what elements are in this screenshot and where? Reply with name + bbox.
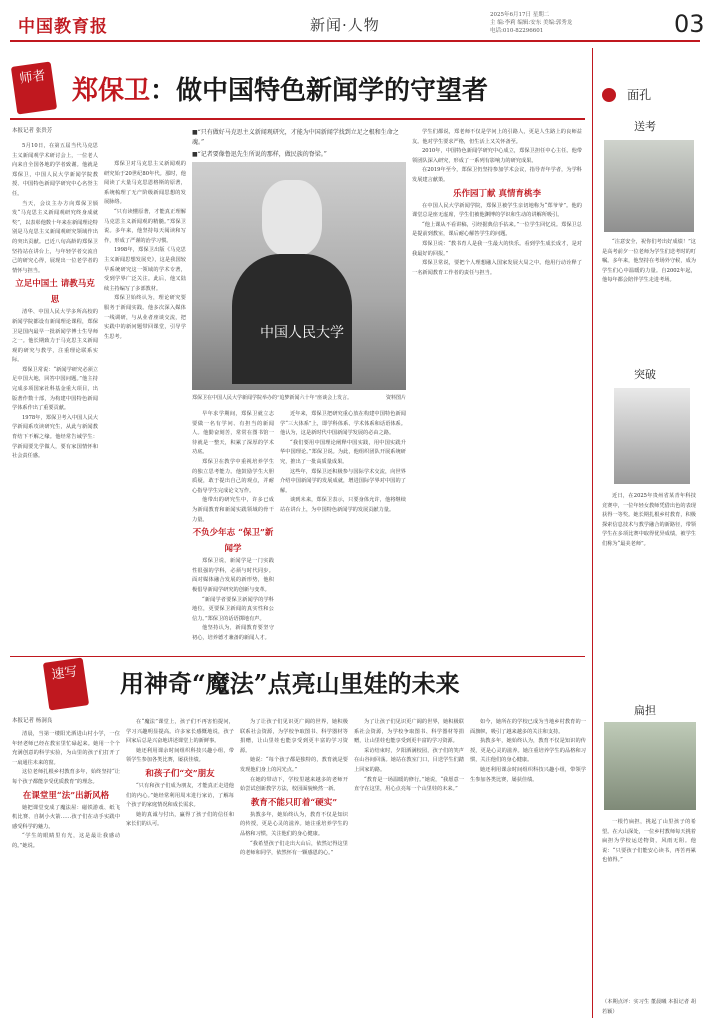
paragraph: “注意安全，祝你们考出好成绩！”这是高考前夕一位老师为学生们送考时的叮嘱。多年来，他坚持在考场外守候，成为学生们心中温暖的力量。自2002年起，他每年都会陪伴学生走进考场。: [602, 239, 696, 284]
paragraph: 2010年，中国特色新闻学研究中心成立，郑保卫担任中心主任。他带领团队深入研究，形成了一系列有影响力的研究成果。: [412, 148, 582, 164]
story1-col2: [104, 160, 186, 650]
story2-subhead-1: 在课堂里“法”出新风格: [22, 790, 110, 801]
paragraph: 早年求学期间，郑保卫就立志要做一名有学问、有担当的新闻人。他勤奋刻苦，常常在图书馆一待就是一整天，积累了深厚的学术功底。: [192, 411, 274, 456]
paragraph: “学生的眼睛里有光，这是最让我感动的。”她说。: [12, 833, 120, 849]
paragraph: 郑保卫说，新闻学是一门实践性很强的学科，必须与时代同步。面对媒体融合发展的新形势，他积极倡导新闻学研究的创新与变革。: [192, 558, 274, 593]
paragraph: 她把课堂变成了魔法屋：磁铁游戏、纸飞机比赛、自制小火箭……孩子们在动手实践中感受科学的魅力。: [12, 804, 120, 830]
subhead-3: 乐作园丁献 真情育桃李: [453, 188, 541, 199]
paragraph: 执教多年，她始终认为，教育不仅是知识的传授，更是心灵的滋养。她注重培养学生的品格和习惯，关注他们的身心健康。: [240, 811, 348, 837]
story1-photo: [192, 162, 406, 390]
paragraph: 近日，在2025年贵州省某青年科技竞赛中，一位年轻女教师凭借出色的表现获得一等奖。她长期扎根乡村教育，积极探索信息技术与教学融合的新路径，带领学生在多项比赛中取得优异成绩，被学生们称为“最美老师”。: [602, 493, 696, 547]
story1-col1: [12, 142, 98, 650]
person2-text: [602, 492, 696, 672]
headline-rest: ：做中国特色新闻学的守望者: [150, 76, 489, 106]
story1-col4: [280, 410, 406, 650]
paragraph: “只有读懂原著，才能真正理解马克思主义新闻观的精髓。”郑保卫说。多年来，他坚持每天阅读和写作，形成了严谨的治学习惯。: [104, 208, 186, 244]
paragraph: “教育是一场温暖的修行。”她说，“我愿意一直守在这里，用心点亮每一个山里娃的未来。”: [354, 776, 464, 793]
newspaper-logo: 中国教育报: [18, 17, 108, 37]
meta-date: 2025年6月17日 星期二: [490, 12, 550, 18]
sidebar-divider: [592, 48, 593, 1018]
paragraph: 她还利用课余时间组织科技兴趣小组，带领学生参加各类比赛，屡获佳绩。: [470, 766, 586, 783]
paragraph: 在她的带动下，学校里越来越多的老师开始尝试创新教学方法，校园面貌焕然一新。: [240, 776, 348, 793]
photo-sign: 中国人民大学: [260, 325, 344, 341]
paragraph: 当天，会议主办方向郑保卫颁发“马克思主义新闻观研究终身成就奖”，以表彰他数十年来在新闻理论特别是马克思主义新闻观研究领域作出的突出贡献。已近八旬高龄的郑保卫坚持站在讲台上，与年轻学者交流自己的研究心得，展现出一位老学者的情怀与担当。: [12, 200, 98, 274]
story2-subhead-2: 和孩子们“交”朋友: [145, 768, 215, 779]
editor-note: （本期点评：实习生 董晨曦 本报记者 胡若颖）: [602, 999, 696, 1015]
paragraph: 1998年，郑保卫出版《马克思主义新闻思想发展史》，这是我国较早系统研究这一领域的学术专著，受到学界广泛关注。此后，他又陆续主持编写了多部教材。: [104, 247, 186, 292]
paragraph: “只有和孩子们成为朋友，才能真正走进他们的内心。”她经常利用周末进行家访，了解每个孩子的家庭情况和成长需求。: [126, 782, 234, 809]
paragraph: “他上课从不看讲稿，引经据典信手拈来。”一位学生回忆说。郑保卫总是提前到教室，课后耐心解答学生的问题。: [412, 221, 582, 238]
person3-photo: [604, 722, 696, 810]
paragraph: 郑保卫常说，要把个人理想融入国家发展大局之中。他用行动诠释了一名新闻教育工作者的责任与担当。: [412, 260, 582, 276]
paragraph: 在中国人民大学新闻学院，郑保卫被学生亲切地称为“郑爷爷”。他的课堂总是座无虚席，学生们被他渊博的学识和生动的讲解所吸引。: [412, 202, 582, 219]
person3-name: 扁担: [634, 704, 656, 717]
story1-col3: [192, 410, 274, 650]
paragraph: 一根竹扁担，挑起了山里孩子的希望。在大山深处，一位乡村教师每天挑着扁担为学校运送物资，风雨无阻。他说：“只要孩子们能安心读书，再苦再累也值得。”: [602, 819, 696, 864]
paragraph: 为了让孩子们见识更广阔的世界，她积极联系社会资源，为学校争取图书、科学器材等捐赠，让山里娃也能享受到更丰富的学习资源。: [240, 719, 348, 754]
paragraph: 这位老师扎根乡村教育多年，始终坚持“让每个孩子都能享受优质教育”的理念。: [12, 769, 120, 785]
meta-editors: 主 编:李莉 编辑:安东 美编:郭秀龙: [490, 20, 573, 26]
paragraph: 5月10日，在第五届当代马克思主义新闻观学术研讨会上，一位老人向来自全国各地的学者致谢。他就是郑保卫，中国人民大学新闻学院教授、中国特色新闻学研究中心名誉主任。: [12, 143, 98, 197]
quote-1: ■“只有做好马克思主义新闻观研究，才能为中国新闻学找到立足之根和生命之魂。”: [192, 129, 399, 146]
story1-col5: [412, 128, 582, 650]
section-title: 新闻·人物: [310, 16, 380, 34]
masthead-meta: [490, 11, 680, 35]
paragraph: 1978年，郑保卫考入中国人民大学新闻系攻读研究生，从此与新闻教育结下不解之缘。他经常告诫学生：学新闻要先学做人，要有家国情怀和社会责任感。: [12, 414, 98, 460]
paragraph: 她说：“每个孩子都是独特的，教育就是要发现他们身上的闪光点。”: [240, 757, 348, 773]
portrait-head: [262, 180, 322, 256]
sidebar-title: 面孔: [627, 88, 652, 102]
story2-subhead-3: 教育不能只盯着“硬实”: [250, 797, 338, 808]
paragraph: 为了让孩子们见识更广阔的世界，她积极联系社会资源，为学校争取图书、科学器材等捐赠，让山里娃也能享受到更丰富的学习资源。: [354, 719, 464, 745]
story2-col4: [354, 718, 464, 1018]
paragraph: 郑保卫在教学中重视培养学生的独立思考能力。他鼓励学生大胆质疑，敢于提出自己的观点，并耐心指导学生完成论文写作。: [192, 458, 274, 494]
person2-photo: [614, 388, 690, 484]
paragraph: 郑保卫常说：“新闻学研究必须立足中国大地，回答中国问题。”他主持完成多项国家社科基金重大项目，出版著作数十部，为构建中国特色新闻学体系作出了重要贡献。: [12, 366, 98, 412]
meta-phone: 电话:010-82296601: [490, 28, 544, 34]
paragraph: 清华、中国人民大学多所高校的新闻学院都设有新闻理论课程，郑保卫是国内最早一批新闻学博士生导师之一。他长期致力于马克思主义新闻观的研究与教学，注重理论联系实际。: [12, 309, 98, 364]
headline-name: 郑保卫: [72, 76, 151, 106]
paragraph: 她还利用课余时间组织科技兴趣小组，带领学生参加各类比赛，屡获佳绩。: [126, 747, 234, 764]
story2-col2: [126, 718, 234, 1018]
story2-rule: [10, 656, 585, 657]
paragraph: 在“魔法”课堂上，孩子们不再害怕提问，学习兴趣明显提高。许多家长感慨地说，孩子回家后总是兴奋地讲述课堂上的新鲜事。: [126, 719, 234, 745]
story2-badge: 速写: [43, 657, 89, 710]
quote-2: ■“记者要像鲁迅先生所说的那样，做民族的脊梁。”: [192, 151, 327, 158]
story2-col1: [12, 730, 120, 1018]
paragraph: 执教多年，她始终认为，教育不仅是知识的传授，更是心灵的滋养。她注重培养学生的品格和习惯，关注他们的身心健康。: [470, 738, 586, 764]
paragraph: 郑保卫对马克思主义新闻观的研究始于20世纪80年代。那时，他阅读了大量马克思恩格斯的原著，系统梳理了无产阶级新闻思想的发展脉络。: [104, 161, 186, 206]
paragraph: 她的真诚与付出，赢得了孩子们的信任和家长们的认可。: [126, 811, 234, 828]
person1-text: [602, 238, 696, 358]
subhead-2: 不负少年志 “保卫”新闻学: [192, 528, 274, 555]
story2-col5: [470, 718, 586, 1018]
paragraph: 近年来，郑保卫把研究重心放在构建中国特色新闻学“三大体系”上，即学科体系、学术体系和话语体系。他认为，这是新时代中国新闻学发展的必由之路。: [280, 411, 406, 437]
story1-quotes: [192, 128, 406, 160]
paragraph: 学生们都说，郑老师不仅是学问上的引路人，更是人生路上的良师益友。他对学生要求严格，但生活上又关怀备至。: [412, 129, 582, 145]
story1-headline: [72, 70, 488, 107]
sidebar-dot-icon: [602, 88, 616, 102]
subhead-1: 立足中国土 请教马克思: [15, 279, 95, 306]
story1-badge: 师者: [11, 61, 57, 114]
masthead: [10, 6, 705, 42]
person1-name: 送考: [634, 120, 656, 133]
paragraph: 他带出的研究生中，许多已成为新闻教育和新闻实践领域的骨干力量。: [192, 497, 274, 523]
portrait-body: [232, 254, 352, 384]
photo-caption: 郑保卫在中国人民大学新闻学院举办的“追梦新闻六十年”座谈会上发言。: [192, 395, 353, 401]
person3-text: [602, 818, 696, 994]
paragraph: 郑保卫始终认为，理论研究要服务于新闻实践。他多次深入媒体一线调研，与从业者座谈交流，把实践中的新问题带回课堂，引导学生思考。: [104, 295, 186, 340]
paragraph: “新闻学者要保卫新闻学的学科地位，更要保卫新闻的真实性和公信力。”郑保卫的话语掷地有声。: [192, 596, 274, 622]
story1-byline: 本报记者 张贵芳: [12, 128, 53, 134]
story2-col3: [240, 718, 348, 1018]
photo-credit: 资料图片: [385, 395, 406, 401]
story2-byline: 本报记者 杨洞良: [12, 718, 53, 724]
person2-name: 突破: [634, 368, 656, 381]
paragraph: “我们要用中国理论阐释中国实践，用中国实践升华中国理论。”郑保卫说。为此，他组织团队开展系统研究，推出了一批高质量成果。: [280, 439, 406, 465]
paragraph: 采访结束时，夕阳洒满校园，孩子们的笑声在山谷间回荡。她站在教室门口，目送学生们踏上回家的路。: [354, 747, 464, 773]
paragraph: 清晨，当第一缕阳光洒进山村小学，一位年轻老师已经在教室里忙碌起来。她用一个个充满创意的科学实验，为山里的孩子们打开了一扇通往未来的窗。: [12, 731, 120, 766]
paragraph: 他坚持认为，新闻教育要坚守初心，培养德才兼备的新闻人才。: [192, 625, 274, 641]
paragraph: 在2019年至今，郑保卫仍坚持参加学术会议，指导青年学者，为学科发展建言献策。: [412, 167, 582, 183]
sidebar-editor: [602, 998, 696, 1018]
person1-photo: [604, 140, 694, 232]
paragraph: 如今，她所在的学校已成为当地乡村教育的一面旗帜，吸引了越来越多的关注和支持。: [470, 719, 586, 735]
page-number: 03: [674, 10, 705, 38]
paragraph: 郑保卫说：“教书育人是我一生最大的快乐。看到学生成长成才，是对我最好的回报。”: [412, 240, 582, 257]
paragraph: 这些年，郑保卫还积极参与国际学术交流，向世界介绍中国新闻学的发展成就，增进国际学界对中国的了解。: [280, 468, 406, 494]
story2-headline: 用神奇“魔法”点亮山里娃的未来: [120, 669, 460, 698]
paragraph: 谈到未来，郑保卫表示，只要身体允许，他将继续站在讲台上，为中国特色新闻学的发展贡献力量。: [280, 497, 406, 513]
sidebar-header: [602, 84, 682, 102]
story1-rule: [10, 118, 585, 120]
paragraph: “我希望孩子们走出大山后，依然记得这里的老师和同学，依然怀有一颗感恩的心。”: [240, 840, 348, 857]
